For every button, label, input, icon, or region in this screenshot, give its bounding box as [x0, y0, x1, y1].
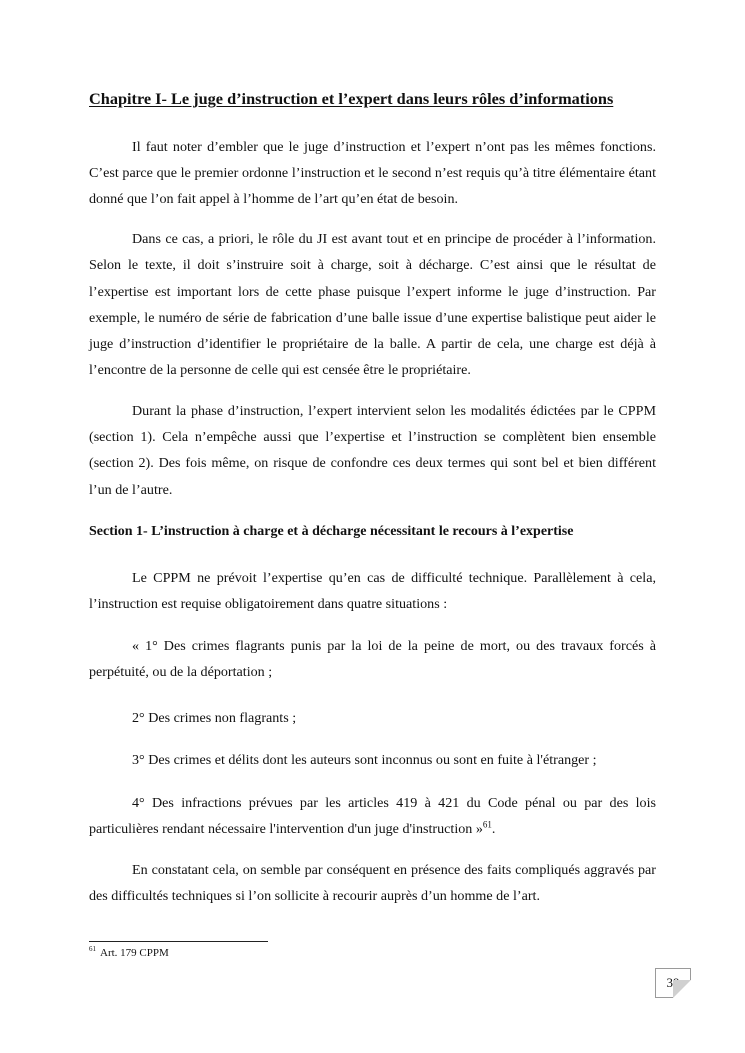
list-item-crimes-non-flagrants: 2° Des crimes non flagrants ; — [132, 710, 297, 726]
paragraph-cppm-expertise: Le CPPM ne prévoit l’expertise qu’en cas de difficulté technique. Parallèlement à cela, l’instruction est requise obligatoirement dans quatre situations : — [89, 570, 656, 613]
paragraph-conclusion: En constatant cela, on semble par conséquent en présence des faits compliqués aggravés par des difficultés techniques si l’on sollicite à recourir auprès d’un homme de l’art. — [89, 862, 656, 905]
list-item-crimes-flagrants: « 1° Des crimes flagrants punis par la loi de la peine de mort, ou des travaux forcés à perpétuité, ou de la déportation ; — [89, 638, 656, 681]
chapter-title: Chapitre I- Le juge d’instruction et l’expert dans leurs rôles d’informations — [89, 89, 614, 108]
footnote-number: 61 — [89, 945, 96, 954]
paragraph-phase-instruction: Durant la phase d’instruction, l’expert intervient selon les modalités édictées par le CPPM (section 1). Cela n’empêche aussi que l’expertise et l’instruction se complètent bien ensemble (section 2). Des fois même, on risque de confondre ces deux termes qui sont bel et bien différent l’un de l’autre. — [89, 403, 656, 498]
footnote-reference[interactable]: 61 — [482, 819, 492, 830]
list-item-infractions-end: . — [491, 821, 496, 838]
page-number: 39 — [666, 975, 680, 990]
footnote — [89, 947, 169, 959]
section-title: Section 1- L’instruction à charge et à décharge nécessitant le recours à l’expertise — [89, 524, 574, 539]
footnote-separator — [89, 941, 268, 942]
list-item-auteurs-inconnus: 3° Des crimes et délits dont les auteurs sont inconnus ou sont en fuite à l'étranger ; — [132, 752, 597, 768]
list-item-infractions — [89, 790, 656, 842]
footnote-text: Art. 179 CPPM — [100, 947, 169, 959]
paragraph-intro: Il faut noter d’embler que le juge d’instruction et l’expert n’ont pas les mêmes fonctions. C’est parce que le premier ordonne l’instruction et le second n’est requis qu’à titre élémentaire étant donné que l’on fait appel à l’homme de l’art qu’en état de besoin. — [89, 139, 656, 208]
paragraph-role-ji: Dans ce cas, a priori, le rôle du JI est avant tout et en principe de procéder à l’information. Selon le texte, il doit s’instruire soit à charge, soit à décharge. C’est ainsi que le résultat de l’expertise est important lors de cette phase puisque l’expert informe le juge d’instruction. Par exemple, le numéro de série de fabrication d’une balle issue d’une expertise balistique peut aider le juge d’instruction d’identifier le propriétaire de la balle. A partir de cela, une charge est déjà à l’encontre de la personne de celle qui est censée être le propriétaire. — [89, 231, 656, 379]
list-item-infractions-text: 4° Des infractions prévues par les articles 419 à 421 du Code pénal ou par des lois particulières rendant nécessaire l'intervention d'un juge d'instruction » — [89, 795, 656, 838]
page-curl-icon — [673, 980, 691, 998]
page-number-box — [655, 968, 691, 998]
